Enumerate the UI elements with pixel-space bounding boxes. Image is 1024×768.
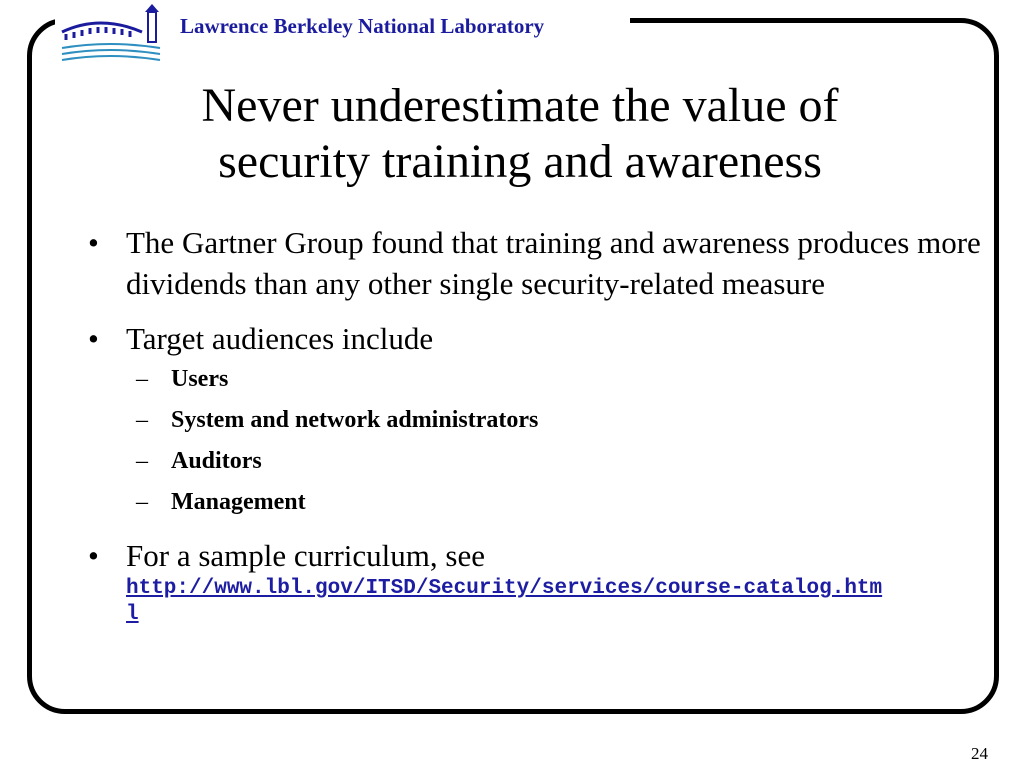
bullet-gartner (88, 222, 993, 304)
slide-title (100, 78, 940, 190)
bullet-text: For a sample curriculum, see (126, 538, 485, 573)
audience-text: Management (171, 489, 306, 515)
sub-bullet-marker: – (136, 407, 148, 433)
bullet-text: The Gartner Group found that training and awareness produces more dividends than any other single security-related measure (126, 225, 981, 301)
audience-item (88, 400, 993, 441)
audience-list (88, 359, 993, 523)
audience-text: System and network administrators (171, 407, 539, 433)
page-number: 24 (971, 744, 988, 763)
slide-content (88, 222, 993, 643)
bullet-text: Target audiences include (126, 321, 434, 356)
sub-bullet-marker: – (136, 489, 148, 515)
course-catalog-link[interactable]: http://www.lbl.gov/ITSD/Security/services/course-catalog.html (126, 577, 883, 626)
audience-text: Users (171, 366, 229, 392)
sub-bullet-marker: – (136, 448, 148, 474)
bullet-curriculum (88, 535, 993, 629)
audience-item (88, 441, 993, 482)
audience-item (88, 359, 993, 400)
bullet-marker: • (88, 538, 99, 573)
audience-text: Auditors (171, 448, 262, 474)
bullet-marker: • (88, 225, 99, 260)
lab-name-header: Lawrence Berkeley National Laboratory (180, 14, 545, 38)
audience-item (88, 482, 993, 523)
sub-bullet-marker: – (136, 366, 148, 392)
berkeley-lab-logo-icon (60, 2, 166, 66)
bullet-marker: • (88, 321, 99, 356)
slide-title-line-2: security training and awareness (218, 135, 822, 188)
bullet-target-audiences (88, 318, 993, 359)
slide-title-line-1: Never underestimate the value of (201, 79, 839, 132)
